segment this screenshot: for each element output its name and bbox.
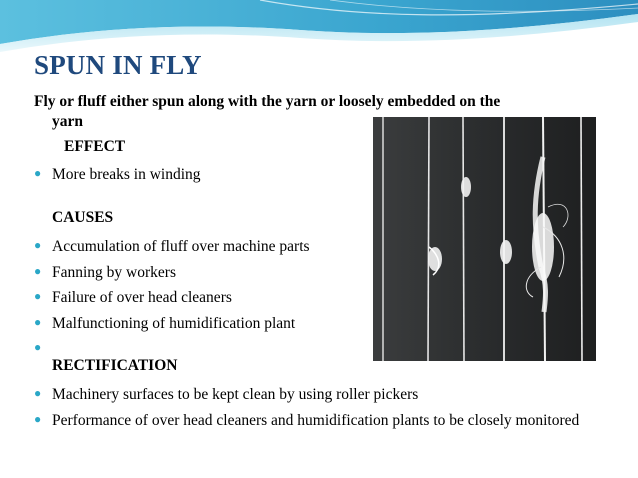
list-item <box>34 163 201 185</box>
subtitle-line-2: yarn <box>52 113 83 130</box>
bullet-icon: ● <box>34 315 42 329</box>
cause-item-text: Accumulation of fluff over machine parts <box>52 238 310 255</box>
list-item <box>34 409 612 431</box>
rectification-item-text: Performance of over head cleaners and humidification plants to be closely monitored <box>52 412 580 429</box>
causes-heading: CAUSES <box>52 209 114 226</box>
bullet-icon: ● <box>34 412 42 426</box>
cause-item-text: Fanning by workers <box>52 264 176 281</box>
list-item <box>34 286 232 308</box>
bullet-icon: ● <box>34 386 42 400</box>
cause-item-text: Failure of over head cleaners <box>52 289 232 306</box>
list-item <box>34 312 295 334</box>
bullet-icon: ● <box>34 289 42 303</box>
bullet-icon: ● <box>34 166 42 180</box>
list-item <box>34 337 52 359</box>
rectification-item-text: Machinery surfaces to be kept clean by using roller pickers <box>52 386 419 403</box>
list-item <box>34 261 176 283</box>
bullet-icon: ● <box>34 340 42 354</box>
yarn-fly-photo <box>373 117 596 361</box>
slide-title: SPUN IN FLY <box>34 50 202 80</box>
bullet-icon: ● <box>34 238 42 252</box>
bullet-icon: ● <box>34 264 42 278</box>
list-item <box>34 235 310 257</box>
list-item <box>34 383 418 405</box>
effect-heading: EFFECT <box>64 138 126 155</box>
subtitle-line-1: Fly or fluff either spun along with the yarn or loosely embedded on the <box>34 93 501 110</box>
cause-item-text: Malfunctioning of humidification plant <box>52 315 296 332</box>
rectification-heading: RECTIFICATION <box>52 357 178 374</box>
effect-item-text: More breaks in winding <box>52 166 201 183</box>
